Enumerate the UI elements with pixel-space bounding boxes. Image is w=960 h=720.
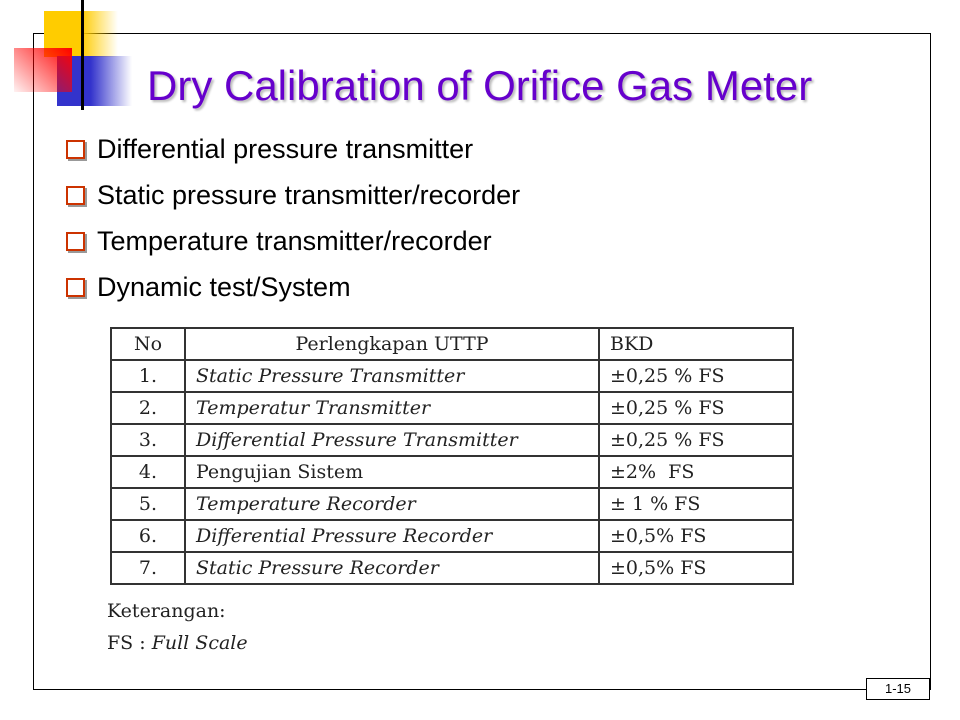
page-number: 1-15	[866, 678, 930, 700]
bullet-list	[66, 126, 520, 310]
bullet-text: Temperature transmitter/recorder	[97, 225, 492, 256]
bullet-text: Differential pressure transmitter	[97, 133, 474, 164]
bullet-item	[66, 218, 520, 264]
table-row	[111, 488, 793, 520]
cell-no: 2.	[111, 392, 185, 424]
table-row	[111, 456, 793, 488]
table-row	[111, 520, 793, 552]
cell-no: 3.	[111, 424, 185, 456]
cell-equipment: Temperature Recorder	[185, 488, 599, 520]
cell-equipment: Differential Pressure Transmitter	[185, 424, 599, 456]
slide-title: Dry Calibration of Orifice Gas Meter	[147, 62, 813, 109]
cell-no: 5.	[111, 488, 185, 520]
table-row	[111, 552, 793, 584]
header-no: No	[111, 328, 185, 360]
cell-bkd: ± 1 % FS	[599, 488, 793, 520]
table-row	[111, 424, 793, 456]
table-row	[111, 392, 793, 424]
decor-line	[81, 0, 84, 110]
cell-bkd: ±2% FS	[599, 456, 793, 488]
note-label: Keterangan:	[107, 600, 226, 622]
cell-bkd: ±0,5% FS	[599, 552, 793, 584]
note-full: Full Scale	[151, 632, 248, 654]
header-equipment: Perlengkapan UTTP	[185, 328, 599, 360]
cell-no: 7.	[111, 552, 185, 584]
table-header	[111, 328, 793, 360]
bullet-item	[66, 126, 520, 172]
bullet-item	[66, 172, 520, 218]
note-definition	[107, 632, 248, 654]
table-row	[111, 360, 793, 392]
cell-equipment: Static Pressure Recorder	[185, 552, 599, 584]
cell-no: 4.	[111, 456, 185, 488]
header-bkd: BKD	[599, 328, 793, 360]
checkbox-bullet-icon	[66, 140, 85, 159]
cell-bkd: ±0,25 % FS	[599, 424, 793, 456]
cell-bkd: ±0,5% FS	[599, 520, 793, 552]
cell-bkd: ±0,25 % FS	[599, 392, 793, 424]
cell-no: 1.	[111, 360, 185, 392]
cell-equipment: Pengujian Sistem	[185, 456, 599, 488]
bullet-text: Dynamic test/System	[97, 271, 351, 302]
cell-equipment: Static Pressure Transmitter	[185, 360, 599, 392]
bullet-text: Static pressure transmitter/recorder	[97, 179, 521, 210]
checkbox-bullet-icon	[66, 186, 85, 205]
decor-red-square	[14, 48, 72, 92]
cell-equipment: Temperatur Transmitter	[185, 392, 599, 424]
cell-no: 6.	[111, 520, 185, 552]
cell-bkd: ±0,25 % FS	[599, 360, 793, 392]
checkbox-bullet-icon	[66, 278, 85, 297]
checkbox-bullet-icon	[66, 232, 85, 251]
bullet-item	[66, 264, 520, 310]
note-abbr: FS :	[107, 632, 152, 654]
cell-equipment: Differential Pressure Recorder	[185, 520, 599, 552]
uttp-table	[110, 327, 794, 585]
